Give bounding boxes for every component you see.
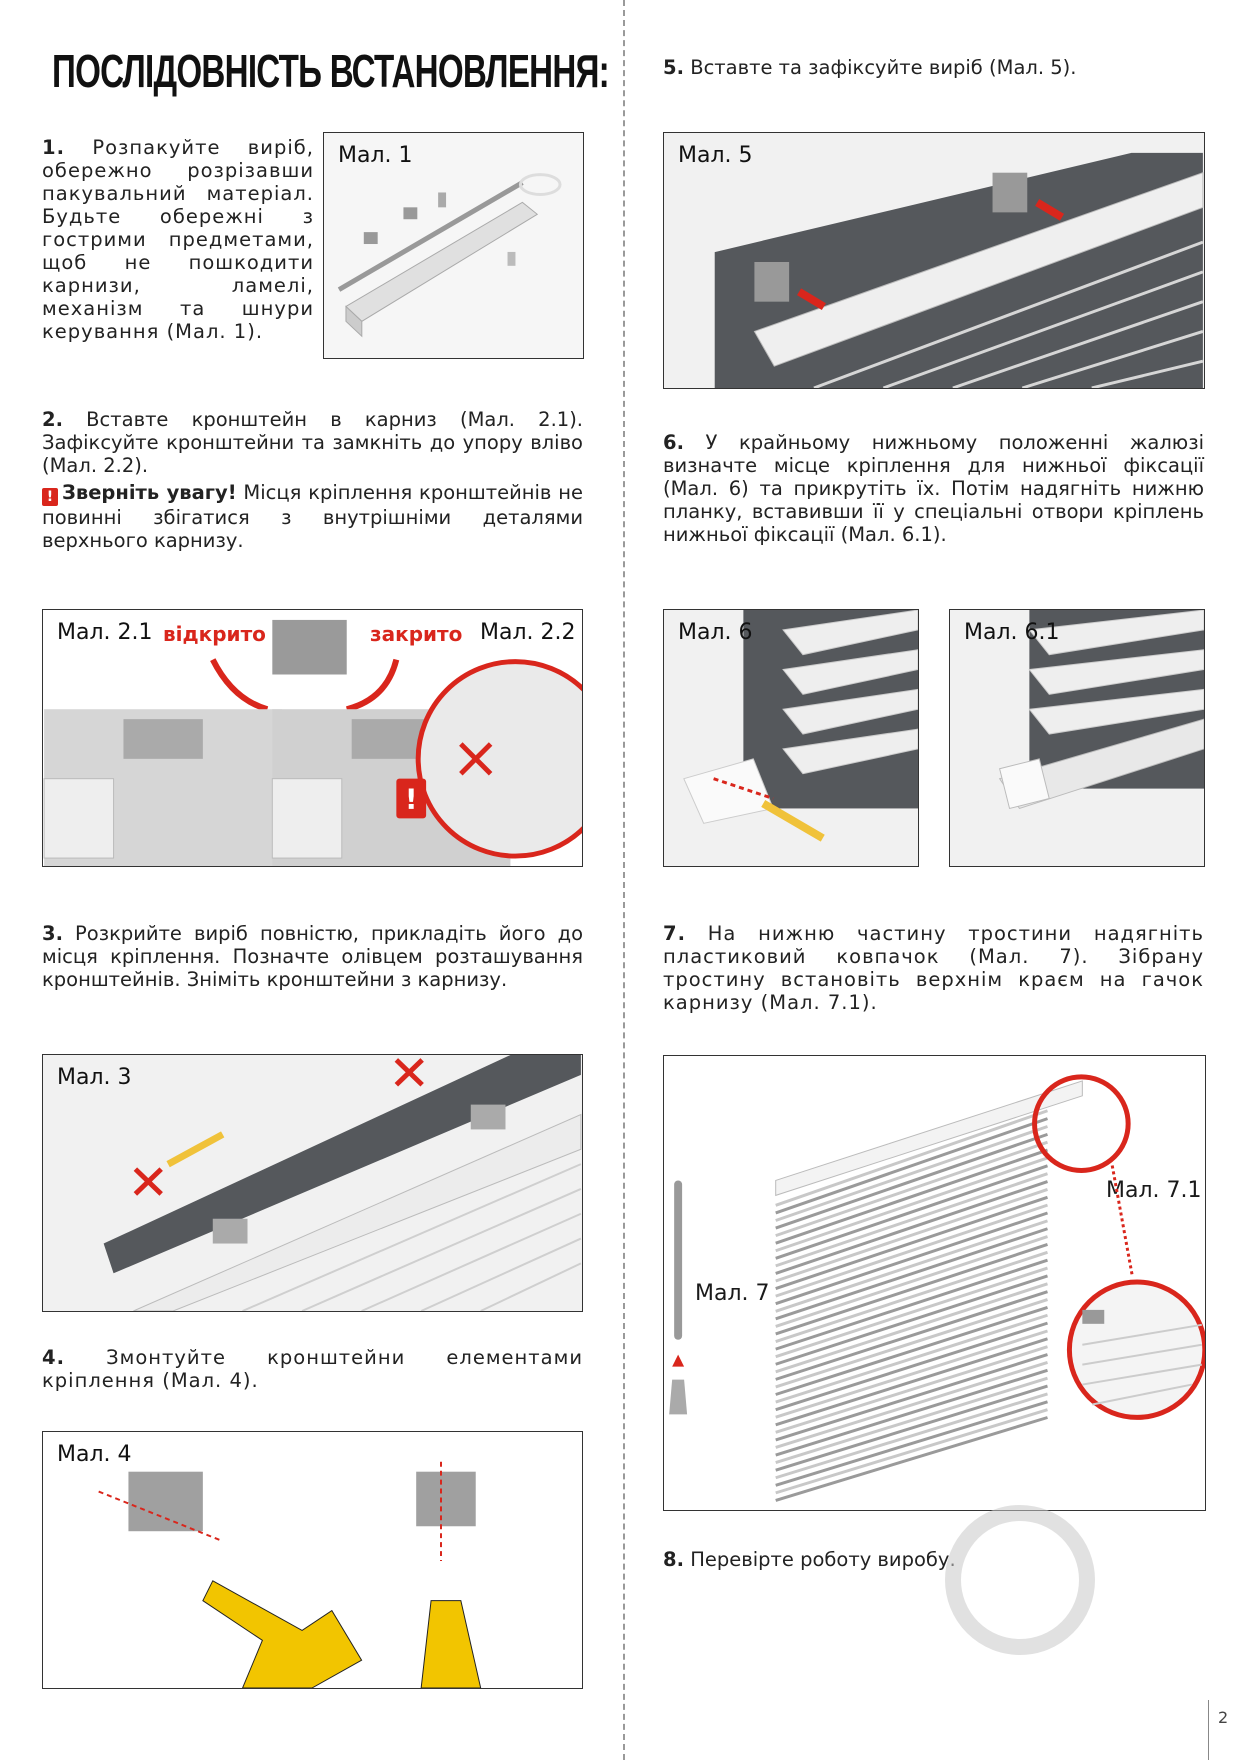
step-5 xyxy=(663,56,1204,79)
step-1 xyxy=(42,136,314,343)
page-number: 2 xyxy=(1218,1708,1229,1727)
step-7 xyxy=(663,922,1204,1014)
open-label: відкрито xyxy=(163,622,266,646)
page-number-rule xyxy=(1208,1700,1209,1760)
figure-label: Мал. 1 xyxy=(338,143,413,168)
figure-label: Мал. 5 xyxy=(678,143,753,168)
download-circle-icon xyxy=(945,1505,1095,1655)
figure-label-2-2: Мал. 2.2 xyxy=(480,620,576,645)
step-6 xyxy=(663,431,1204,546)
slat xyxy=(776,1119,1048,1213)
exclamation-square-icon: ! xyxy=(42,488,58,506)
bottom-fixing-marking-illustration xyxy=(664,610,918,866)
bracket-insertion-illustration xyxy=(43,610,582,866)
step-text: Перевірте роботу виробу. xyxy=(690,1548,956,1571)
warning-text: Місця кріплення кронштейнів не повинні збігатися з внутрішніми деталями верхнього карнизу. xyxy=(42,481,583,552)
figure-label-2-1: Мал. 2.1 xyxy=(57,620,153,645)
marking-brackets-illustration xyxy=(43,1055,582,1311)
step-4 xyxy=(42,1346,583,1392)
step-text: Вставте кронштейн в карниз (Мал. 2.1). Зафіксуйте кронштейни та замкніть до упору вліво (Мал. 2.2). xyxy=(42,408,583,477)
step-text: На нижню частину тростини надягніть пластиковий ковпачок (Мал. 7). Зібрану тростину встановіть верхнім краєм на гачок карнизу (Мал. 7.1). xyxy=(663,922,1205,1014)
step-text: Розкрийте виріб повністю, прикладіть його до місця кріплення. Позначте олівцем розташування кронштейнів. Зніміть кронштейни з карнизу. xyxy=(42,922,583,991)
svg-text:!: ! xyxy=(404,782,418,816)
step-2 xyxy=(42,408,583,552)
step-number: 8. xyxy=(663,1548,684,1571)
figure-4 xyxy=(42,1431,583,1689)
figure-label: Мал. 6.1 xyxy=(964,620,1060,645)
slat xyxy=(776,1111,1048,1206)
installing-blind-illustration xyxy=(664,133,1204,388)
figure-3 xyxy=(42,1054,583,1312)
figure-6-1 xyxy=(949,609,1205,867)
step-number: 2. xyxy=(42,408,63,431)
column-divider xyxy=(623,0,625,1760)
step-number: 1. xyxy=(42,136,65,159)
page-title: ПОСЛІДОВНІСТЬ ВСТАНОВЛЕННЯ: xyxy=(52,45,609,97)
step-number: 7. xyxy=(663,922,686,945)
figure-5 xyxy=(663,132,1205,389)
wand-assembly-illustration xyxy=(664,1056,1205,1510)
figure-7 xyxy=(663,1055,1206,1511)
warning-note xyxy=(42,481,583,552)
figure-label: Мал. 6 xyxy=(678,620,753,645)
step-number: 3. xyxy=(42,922,63,945)
step-text: Вставте та зафіксуйте виріб (Мал. 5). xyxy=(690,56,1077,79)
bottom-bar-attached-illustration xyxy=(950,610,1204,866)
figure-label: Мал. 4 xyxy=(57,1442,132,1467)
step-8 xyxy=(663,1548,1204,1571)
step-text: Розпакуйте виріб, обережно розрізавши пакувальний матеріал. Будьте обережні з гострими предметами, щоб не пошкодити карнизи, ламелі, механізм та шнури керування (Мал. 1). xyxy=(42,136,314,343)
step-text: У крайньому нижньому положенні жалюзі визначте місце кріплення для нижньої фіксації (Мал. 6) та прикрутіть їх. Потім надягніть нижню планку, вставивши її у спеціальні отвори кріплень нижньої фіксації (Мал. 6.1). xyxy=(663,431,1204,546)
closed-label: закрито xyxy=(370,622,463,646)
figure-label-7: Мал. 7 xyxy=(695,1281,770,1306)
figure-6 xyxy=(663,609,919,867)
step-number: 6. xyxy=(663,431,684,454)
step-3 xyxy=(42,922,583,991)
figure-2 xyxy=(42,609,583,867)
step-number: 4. xyxy=(42,1346,65,1369)
step-number: 5. xyxy=(663,56,684,79)
drill-mounting-illustration xyxy=(43,1432,582,1688)
warning-label: Зверніть увагу! xyxy=(62,481,237,504)
figure-label: Мал. 3 xyxy=(57,1065,132,1090)
figure-label-7-1: Мал. 7.1 xyxy=(1106,1178,1202,1203)
step-text: Змонтуйте кронштейни елементами кріплення (Мал. 4). xyxy=(42,1346,583,1392)
figure-1 xyxy=(323,132,584,359)
